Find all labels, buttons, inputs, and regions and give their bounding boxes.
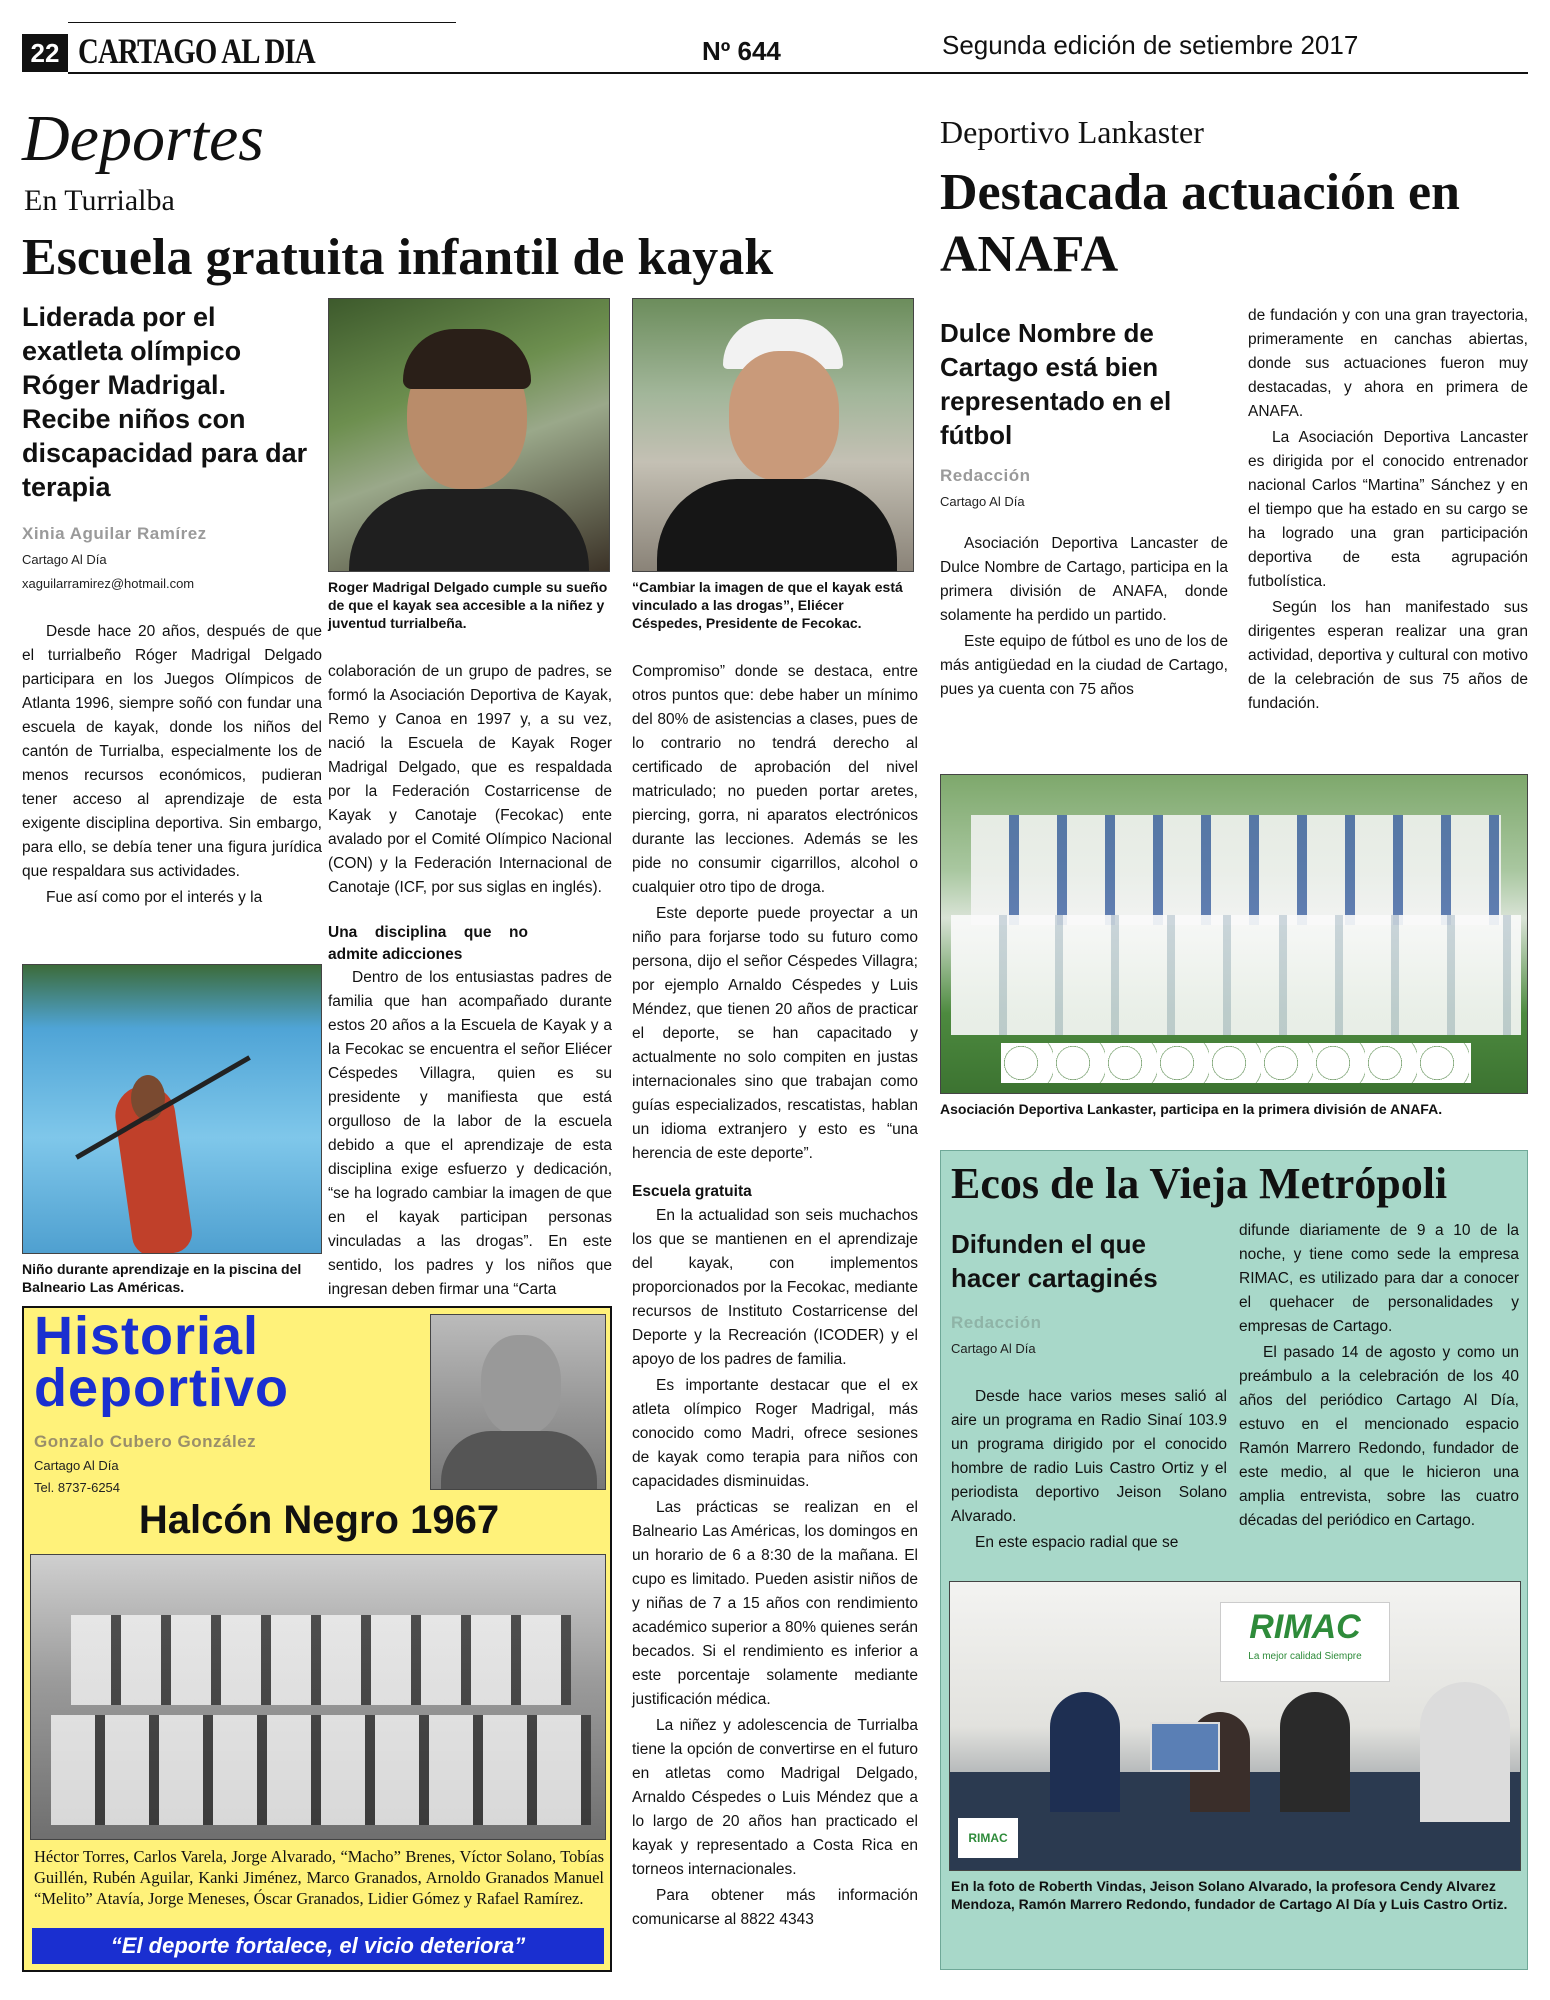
paragraph: colaboración de un grupo de padres, se formó la Asociación Deportiva de Kayak, Remo y Canoa en 1997 y, a su vez, nació la Escuela de Kayak Roger Madrigal Delgado, que es respaldada por la Federación Costarricense de Kayak y Canotaje (Fecokac) ente avalado por el Comité Olímpico Nacional (CON) y la Federación Internacional de Canotaje (ICF, por sus siglas en inglés).	[328, 663, 612, 896]
team-row-front	[51, 1715, 591, 1825]
historial-title: Historial deportivo	[34, 1306, 290, 1418]
issue-number: Nº 644	[702, 36, 781, 66]
article-column-2	[328, 660, 612, 1304]
right-column-2	[1248, 304, 1528, 718]
laptop	[1150, 1722, 1220, 1772]
team-back-row	[971, 815, 1501, 925]
edition-date: Segunda edición de setiembre 2017	[942, 30, 1359, 60]
ecos-column-2	[1239, 1219, 1519, 1535]
photo-caption: Niño durante aprendizaje en la piscina del Balneario Las Américas.	[22, 1261, 302, 1295]
photo-lankaster-team	[940, 774, 1528, 1094]
photo-eliecer-cespedes	[632, 298, 914, 572]
masthead: CARTAGO AL DIA	[78, 31, 315, 71]
paragraph: de fundación y con una gran trayectoria, primeramente en canchas abiertas, donde sus actuaciones fueron muy destacadas, y ahora en primera de ANAFA.	[1248, 307, 1528, 420]
paragraph: Dentro de los entusiastas padres de familia que han acompañado durante estos 20 años a la Escuela de Kayak y a la Fecokac se encuentra el señor Eliécer Céspedes Villagra, quien es su presidente y manifiesta que está orgulloso de la labor de la escuela debido a que el aprendizaje de esta disciplina exige esfuerzo y dedicación, “se ha logrado cambiar la imagen de que en el kayak participan personas vinculadas a las drogas”. En este sentido, los padres y los niños que ingresan deben firmar una “Carta	[328, 969, 612, 1298]
photo-roger-madrigal	[328, 298, 610, 572]
studio-person-1	[1050, 1692, 1120, 1812]
subheading: Escuela gratuita	[632, 1183, 752, 1200]
historial-org: Cartago Al Día	[34, 1458, 119, 1473]
right-kicker: Dulce Nombre de Cartago está bien representado en el fútbol	[940, 318, 1172, 450]
rimac-small-logo: RIMAC	[968, 1831, 1008, 1845]
article-kicker: Liderada por el exatleta olímpico Róger Madrigal. Recibe niños con discapacidad para dar terapia	[22, 302, 308, 502]
paragraph: El pasado 14 de agosto y como un preámbulo a la celebración de los 40 años del periódico Cartago Al Día, estuvo en el mencionado espacio Ramón Marrero Redondo, fundador de este medio, al que le hicieron una amplia entrevista, sobre las cuatro décadas del periódico en Cartago.	[1239, 1344, 1519, 1529]
portrait-shirt	[349, 489, 589, 572]
footballs	[1001, 1043, 1471, 1083]
article-column-1	[22, 620, 322, 912]
ecos-byline: Redacción	[951, 1313, 1042, 1332]
paragraph: La niñez y adolescencia de Turrialba tiene la opción de convertirse en el futuro en atletas como Madrigal Delgado, Arnaldo Céspedes o Luis Méndez que a lo largo de 20 años han practicado el kayak y representado a Costa Rica en torneos internacionales.	[632, 1717, 918, 1878]
paragraph: Según los han manifestado sus dirigentes esperan realizar una gran actividad, deportiva y cultural con motivo de la celebración de sus 75 años de fundación.	[1248, 599, 1528, 712]
ecos-title: Ecos de la Vieja Metrópoli	[951, 1159, 1448, 1208]
article-headline: Escuela gratuita infantil de kayak	[22, 229, 774, 286]
paragraph: difunde diariamente de 9 a 10 de la noche, y tiene como sede la empresa RIMAC, es utilizado para dar a conocer el quehacer de personalidades y empresas de Cartago.	[1239, 1222, 1519, 1335]
author-email: xaguilarramirez@hotmail.com	[22, 576, 195, 591]
header	[22, 22, 1528, 74]
author-name: Xinia Aguilar Ramírez	[22, 524, 207, 543]
studio-person-4	[1420, 1682, 1510, 1822]
ecos-column-1	[951, 1385, 1227, 1557]
masthead-rule	[68, 22, 456, 23]
photo-caption: Asociación Deportiva Lankaster, participa en la primera división de ANAFA.	[940, 1101, 1443, 1117]
paragraph: Compromiso” donde se destaca, entre otros puntos que: debe haber un mínimo del 80% de asistencias a clases, pues de lo contrario no tendrá derecho al certificado de aprobación del nivel matriculado; no pueden portar aretes, piercing, gorra, ni aparatos electrónicos durante las lecciones. Además se les pide no consumir cigarrillos, alcohol o cualquier otro tipo de droga.	[632, 663, 918, 896]
paragraph: Este deporte puede proyectar a un niño para forjarse todo su futuro como persona, dijo el señor Céspedes Villagra; por ejemplo Arnaldo Céspedes y Luis Méndez, que tienen 20 años de practicar el deporte, se han capacitado y actualmente no solo compiten en justas internacionales sino que trabajan como guías especializados, rescatistas, hablan un idioma extranjero y esto es “una herencia de este deporte”.	[632, 905, 918, 1162]
paragraph: Fue así como por el interés y la	[46, 889, 263, 906]
paragraph: En este espacio radial que se	[975, 1534, 1179, 1551]
historial-phone: Tel. 8737-6254	[34, 1480, 121, 1495]
ecos-kicker: Difunden el que hacer cartaginés	[951, 1229, 1158, 1293]
section-location: En Turrialba	[24, 184, 175, 217]
historial-caption: Héctor Torres, Carlos Varela, Jorge Alvarado, “Macho” Brenes, Víctor Solano, Tobías Guillén, Rubén Aguilar, Kanki Jiménez, Marco Granados, Arnoldo Granados Manuel “Melito” Atavía, Jorge Meneses, Óscar Granados, Lidier Gómez y Rafael Ramírez.	[34, 1847, 604, 1908]
ecos-byline-org: Cartago Al Día	[951, 1341, 1036, 1356]
rimac-logo: RIMAC	[1249, 1608, 1361, 1646]
photo-caption: En la foto de Roberth Vindas, Jeison Solano Alvarado, la profesora Cendy Alvarez Mendoza, Ramón Marrero Redondo, fundador de Cartago Al Día y Luis Castro Ortiz.	[951, 1878, 1508, 1912]
right-headline: Destacada actuación en ANAFA	[940, 164, 1460, 283]
team-front-row	[951, 915, 1521, 1035]
paragraph: La Asociación Deportiva Lancaster es dirigida por el conocido entrenador nacional Carlos “Martina” Sánchez y en el tiempo que ha estado en su cargo se ha logrado una gran participación deportiva de esta agrupación futbolística.	[1248, 429, 1528, 590]
right-byline: Redacción	[940, 466, 1031, 485]
photo-kayak-child	[22, 964, 322, 1254]
right-byline-org: Cartago Al Día	[940, 494, 1025, 509]
section-title: Deportes	[22, 102, 264, 175]
photo-caption: Roger Madrigal Delgado cumple su sueño de que el kayak sea accesible a la niñez y juventud turrialbeña.	[328, 579, 608, 631]
historial-slogan: “El deporte fortalece, el vicio deteriora”	[32, 1928, 604, 1964]
subheading: Una disciplina que no admite adicciones	[328, 924, 528, 963]
portrait-shirt	[441, 1431, 597, 1490]
header-rule	[68, 72, 1528, 74]
portrait-hair	[403, 329, 531, 389]
historial-author: Gonzalo Cubero González	[34, 1432, 257, 1451]
team-row-back	[71, 1615, 571, 1705]
rimac-small-sign	[958, 1818, 1018, 1858]
paragraph: Para obtener más información comunicarse al 8822 4343	[632, 1887, 918, 1928]
right-section-title: Deportivo Lankaster	[940, 114, 1204, 150]
historial-team: Halcón Negro 1967	[138, 1498, 500, 1542]
paragraph: Este equipo de fútbol es uno de los de más antigüedad en la ciudad de Cartago, pues ya cuenta con 75 años	[940, 633, 1228, 698]
studio-person-3	[1280, 1692, 1350, 1812]
rimac-banner	[1220, 1602, 1390, 1682]
author-org: Cartago Al Día	[22, 552, 107, 567]
portrait-face	[481, 1335, 561, 1435]
rimac-tagline: La mejor calidad Siempre	[1248, 1651, 1362, 1662]
paragraph: En la actualidad son seis muchachos los que se mantienen en el aprendizaje del kayak, con implementos proporcionados por la Fecokac, mediante recursos de Instituto Costarricense del Deporte y la Recreación (ICODER) y el apoyo de los padres de familia.	[632, 1207, 918, 1368]
photo-radio-studio	[949, 1581, 1521, 1871]
paragraph: Las prácticas se realizan en el Balneario Las Américas, los domingos en un horario de 6 a 8:30 de la mañana. El cupo es limitado. Pueden asistir niños de y niñas de 7 a 15 años con rendimiento académico superior a 80% quienes serán becados. Si el rendimiento es inferior a este porcentaje solamente mediante justificación médica.	[632, 1499, 918, 1708]
photo-caption: “Cambiar la imagen de que el kayak está vinculado a las drogas”, Eliécer Céspedes, Presidente de Fecokac.	[632, 579, 903, 631]
paragraph: Desde hace 20 años, después de que el turrialbeño Róger Madrigal Delgado participara en los Juegos Olímpicos de Atlanta 1996, siempre soñó con fundar una escuela de kayak, donde los niños del cantón de Turrialba, especialmente los de menos recursos económicos, pudieran tener acceso al aprendizaje de esta exigente disciplina deportiva. Sin embargo, para ello, se debía tener una figura jurídica que respaldara sus actividades.	[22, 623, 322, 880]
ecos-box	[940, 1150, 1528, 1970]
portrait-gonzalo	[430, 1314, 606, 1490]
right-column-1	[940, 532, 1228, 704]
historial-box	[22, 1306, 612, 1972]
paragraph: Es importante destacar que el ex atleta olímpico Roger Madrigal, más conocido como Madri, ofrece sesiones de kayak como terapia para niños con capacidades disminuidas.	[632, 1377, 918, 1490]
paragraph: Asociación Deportiva Lancaster de Dulce Nombre de Cartago, participa en la primera división de ANAFA, donde solamente ha perdido un partido.	[940, 535, 1228, 624]
portrait-face	[729, 351, 839, 481]
paragraph: Desde hace varios meses salió al aire un programa en Radio Sinaí 103.9 un programa dirigido por el conocido hombre de radio Luis Castro Ortiz y el periodista deportivo Jeison Solano Alvarado.	[951, 1388, 1227, 1525]
article-column-3	[632, 660, 918, 1934]
page-number: 22	[22, 34, 68, 72]
photo-halcon-negro-1967	[30, 1554, 606, 1840]
portrait-shirt	[657, 479, 897, 572]
